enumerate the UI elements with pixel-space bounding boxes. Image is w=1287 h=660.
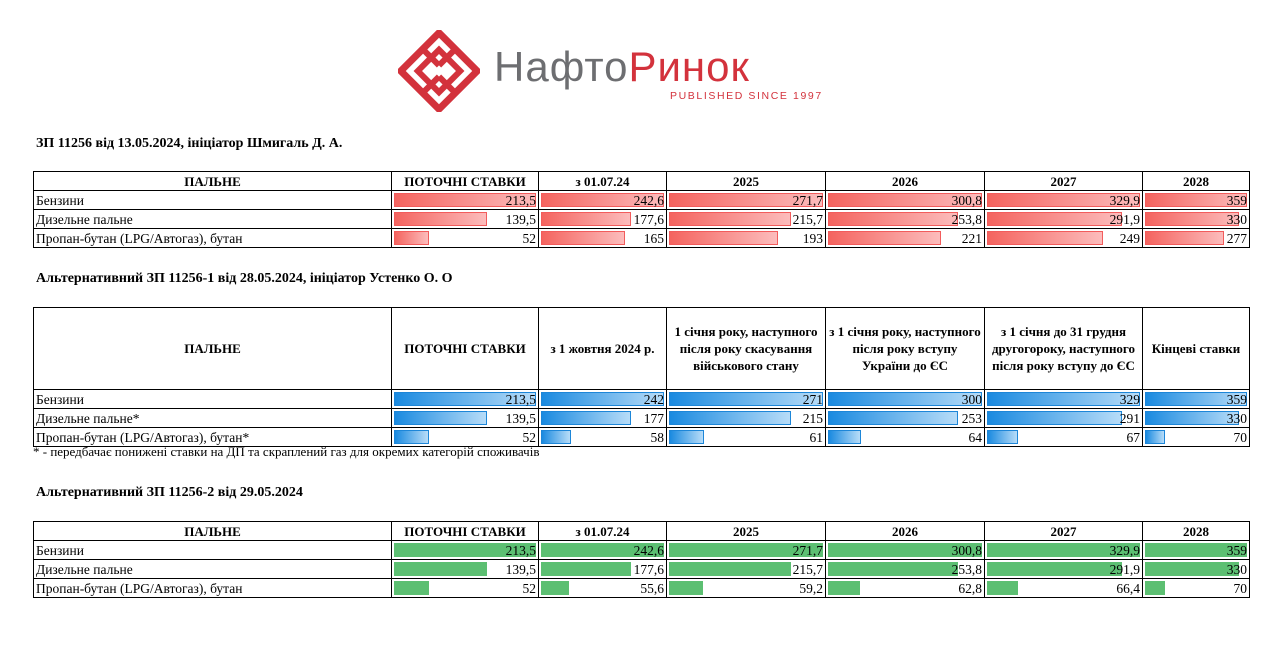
header-col-2: з 01.07.24 [539, 522, 667, 541]
value-number: 330 [1226, 561, 1247, 577]
value-cell [667, 428, 826, 447]
fuel-name-cell: Пропан-бутан (LPG/Автогаз), бутан [34, 229, 392, 248]
value-cell [1143, 428, 1250, 447]
header-col-4: 2026 [826, 522, 985, 541]
value-number: 52 [522, 580, 536, 596]
table-header-row [34, 172, 1250, 191]
value-cell [539, 390, 667, 409]
value-cell [826, 428, 985, 447]
value-cell [539, 579, 667, 598]
value-cell [667, 210, 826, 229]
value-cell [1143, 579, 1250, 598]
value-number: 215,7 [792, 211, 823, 227]
value-number: 300 [961, 391, 982, 407]
value-cell [985, 560, 1143, 579]
logo-word-part1: Нафто [494, 43, 629, 90]
data-bar [394, 411, 487, 425]
section-3-title: Альтернативний ЗП 11256-2 від 29.05.2024 [36, 485, 303, 500]
value-cell [985, 229, 1143, 248]
section-1-title: ЗП 11256 від 13.05.2024, ініціатор Шмигаль Д. А. [36, 136, 343, 151]
value-number: 139,5 [505, 211, 536, 227]
value-number: 242,6 [633, 192, 664, 208]
data-bar [394, 581, 429, 595]
value-number: 249 [1119, 230, 1140, 246]
value-number: 291,9 [1109, 211, 1140, 227]
data-bar [1145, 581, 1165, 595]
value-number: 329,9 [1109, 192, 1140, 208]
value-number: 329 [1119, 391, 1140, 407]
value-cell [1143, 390, 1250, 409]
data-bar [1145, 231, 1224, 245]
fuel-name-cell: Пропан-бутан (LPG/Автогаз), бутан [34, 579, 392, 598]
value-number: 271 [802, 391, 823, 407]
value-cell [1143, 409, 1250, 428]
value-number: 359 [1226, 192, 1247, 208]
value-number: 165 [643, 230, 664, 246]
rates-table-1 [33, 171, 1250, 248]
header-col-3: 1 січня року, наступного після року скасування військового стану [667, 308, 826, 390]
value-cell [392, 191, 539, 210]
table-header-row [34, 308, 1250, 390]
value-number: 62,8 [958, 580, 982, 596]
value-number: 52 [522, 230, 536, 246]
value-cell [539, 191, 667, 210]
header-col-3: 2025 [667, 522, 826, 541]
value-number: 215,7 [792, 561, 823, 577]
nafto-rynok-logo [398, 30, 838, 112]
data-bar [394, 430, 429, 444]
data-bar [669, 392, 823, 406]
value-cell [539, 229, 667, 248]
value-cell [667, 560, 826, 579]
value-cell [392, 560, 539, 579]
value-number: 330 [1226, 211, 1247, 227]
header-fuel: ПАЛЬНЕ [34, 172, 392, 191]
value-number: 213,5 [505, 192, 536, 208]
fuel-name-cell: Пропан-бутан (LPG/Автогаз), бутан* [34, 428, 392, 447]
data-bar [1145, 430, 1165, 444]
value-cell [826, 210, 985, 229]
value-number: 215 [802, 410, 823, 426]
value-number: 329,9 [1109, 542, 1140, 558]
value-number: 300,8 [951, 192, 982, 208]
value-number: 213,5 [505, 542, 536, 558]
header-col-4: 2026 [826, 172, 985, 191]
value-number: 52 [522, 429, 536, 445]
fuel-name-cell: Дизельне пальне [34, 210, 392, 229]
value-number: 66,4 [1116, 580, 1140, 596]
data-bar [828, 231, 941, 245]
value-cell [1143, 210, 1250, 229]
value-number: 70 [1233, 580, 1247, 596]
value-number: 271,7 [792, 542, 823, 558]
value-number: 330 [1226, 410, 1247, 426]
value-cell [667, 409, 826, 428]
value-cell [985, 579, 1143, 598]
table-row [34, 579, 1250, 598]
fuel-name-cell: Бензини [34, 390, 392, 409]
value-cell [1143, 541, 1250, 560]
data-bar [987, 392, 1140, 406]
value-number: 59,2 [799, 580, 823, 596]
data-bar [1145, 411, 1239, 425]
value-cell [539, 409, 667, 428]
rates-table-3 [33, 521, 1250, 598]
value-cell [667, 229, 826, 248]
value-cell [1143, 191, 1250, 210]
rates-table-2 [33, 307, 1250, 447]
value-cell [985, 541, 1143, 560]
value-number: 271,7 [792, 192, 823, 208]
value-cell [826, 229, 985, 248]
header-fuel: ПАЛЬНЕ [34, 522, 392, 541]
data-bar [669, 581, 703, 595]
value-cell [539, 560, 667, 579]
value-number: 291,9 [1109, 561, 1140, 577]
value-cell [1143, 560, 1250, 579]
data-bar [987, 231, 1103, 245]
value-cell [539, 210, 667, 229]
logo-word-part2: Ринок [628, 43, 750, 90]
value-number: 64 [968, 429, 982, 445]
value-number: 177 [643, 410, 664, 426]
data-bar [828, 430, 861, 444]
data-bar [828, 581, 860, 595]
header-col-6: 2028 [1143, 522, 1250, 541]
data-bar [828, 212, 958, 226]
table-row [34, 409, 1250, 428]
value-cell [985, 191, 1143, 210]
value-cell [539, 541, 667, 560]
data-bar [987, 562, 1122, 576]
value-number: 139,5 [505, 410, 536, 426]
value-cell [392, 390, 539, 409]
value-cell [667, 579, 826, 598]
value-cell [985, 428, 1143, 447]
fuel-name-cell: Бензини [34, 191, 392, 210]
value-number: 253,8 [951, 561, 982, 577]
table-row [34, 191, 1250, 210]
table-row [34, 390, 1250, 409]
header-current: ПОТОЧНІ СТАВКИ [392, 522, 539, 541]
header-col-5: 2027 [985, 522, 1143, 541]
data-bar [828, 392, 982, 406]
logo-mark-icon [398, 30, 480, 112]
value-cell [826, 191, 985, 210]
data-bar [541, 212, 631, 226]
value-cell [667, 390, 826, 409]
value-cell [826, 579, 985, 598]
table-row [34, 541, 1250, 560]
data-bar [987, 212, 1122, 226]
value-cell [985, 390, 1143, 409]
value-cell [539, 428, 667, 447]
value-number: 193 [802, 230, 823, 246]
value-number: 61 [809, 429, 823, 445]
data-bar [987, 411, 1122, 425]
value-cell [392, 210, 539, 229]
header-col-5: 2027 [985, 172, 1143, 191]
data-bar [987, 581, 1018, 595]
logo-tagline: PUBLISHED SINCE 1997 [670, 90, 823, 102]
table-row [34, 560, 1250, 579]
value-number: 291 [1119, 410, 1140, 426]
value-number: 253 [961, 410, 982, 426]
data-bar [828, 411, 958, 425]
value-number: 67 [1126, 429, 1140, 445]
data-bar [669, 430, 704, 444]
value-cell [826, 409, 985, 428]
header-current: ПОТОЧНІ СТАВКИ [392, 172, 539, 191]
header-col-3: 2025 [667, 172, 826, 191]
table-header-row [34, 522, 1250, 541]
data-bar [1145, 562, 1239, 576]
value-number: 359 [1226, 391, 1247, 407]
table-row [34, 210, 1250, 229]
value-number: 242,6 [633, 542, 664, 558]
value-cell [667, 541, 826, 560]
value-cell [826, 560, 985, 579]
value-number: 221 [961, 230, 982, 246]
header-current: ПОТОЧНІ СТАВКИ [392, 308, 539, 390]
header-col-4: з 1 січня року, наступного після року вступу України до ЄС [826, 308, 985, 390]
data-bar [541, 581, 569, 595]
logo-wordmark [494, 44, 750, 90]
value-number: 139,5 [505, 561, 536, 577]
value-number: 253,8 [951, 211, 982, 227]
data-bar [394, 562, 487, 576]
value-number: 70 [1233, 429, 1247, 445]
data-bar [541, 231, 625, 245]
fuel-name-cell: Дизельне пальне [34, 560, 392, 579]
data-bar [669, 562, 791, 576]
header-col-6: Кінцеві ставки [1143, 308, 1250, 390]
data-bar [669, 212, 791, 226]
value-cell [1143, 229, 1250, 248]
data-bar [541, 562, 631, 576]
data-bar [1145, 212, 1239, 226]
value-number: 300,8 [951, 542, 982, 558]
footnote: * - передбачає понижені ставки на ДП та скраплений газ для окремих категорій споживачів [33, 444, 540, 459]
value-cell [667, 191, 826, 210]
fuel-name-cell: Дизельне пальне* [34, 409, 392, 428]
header-col-2: з 1 жовтня 2024 р. [539, 308, 667, 390]
value-cell [392, 541, 539, 560]
value-cell [985, 210, 1143, 229]
value-cell [392, 579, 539, 598]
header-col-5: з 1 січня до 31 грудня другогороку, наступного після року вступу до ЄС [985, 308, 1143, 390]
data-bar [669, 411, 791, 425]
table-row [34, 229, 1250, 248]
value-number: 359 [1226, 542, 1247, 558]
value-number: 277 [1226, 230, 1247, 246]
value-number: 58 [650, 429, 664, 445]
header-col-6: 2028 [1143, 172, 1250, 191]
value-number: 242 [643, 391, 664, 407]
header-fuel: ПАЛЬНЕ [34, 308, 392, 390]
data-bar [669, 231, 778, 245]
data-bar [828, 562, 958, 576]
value-number: 177,6 [633, 211, 664, 227]
value-cell [985, 409, 1143, 428]
data-bar [394, 212, 487, 226]
value-number: 213,5 [505, 391, 536, 407]
value-number: 177,6 [633, 561, 664, 577]
value-cell [392, 409, 539, 428]
fuel-name-cell: Бензини [34, 541, 392, 560]
data-bar [541, 411, 631, 425]
header-col-2: з 01.07.24 [539, 172, 667, 191]
data-bar [394, 231, 429, 245]
value-cell [826, 390, 985, 409]
value-cell [826, 541, 985, 560]
section-2-title: Альтернативний ЗП 11256-1 від 28.05.2024, ініціатор Устенко О. О [36, 271, 453, 286]
data-bar [541, 430, 571, 444]
value-cell [392, 229, 539, 248]
value-number: 55,6 [640, 580, 664, 596]
data-bar [987, 430, 1018, 444]
